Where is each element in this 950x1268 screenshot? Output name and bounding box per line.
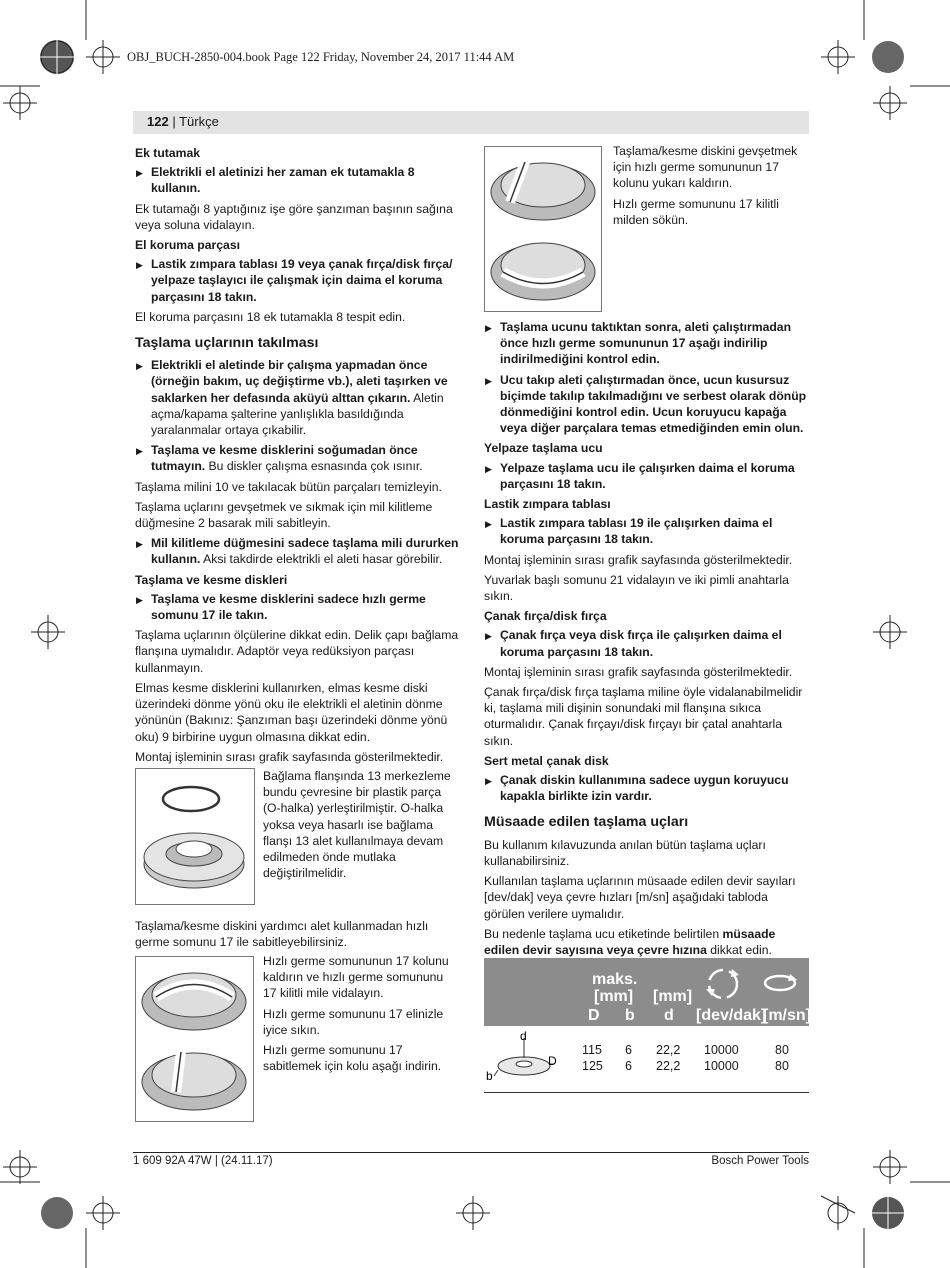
rotation-speed-icon [702, 963, 744, 1005]
label-D: D [548, 1054, 557, 1068]
spec-table-body [484, 1042, 809, 1074]
o-ring-note: Bağlama flanşında 13 merkezleme bundu çevresine bir plastik parça (O-halka) yerleştirilmiştir. O-halka yoksa veya hasarlı ise bağlama flanşı 13 alet kullanılmaya devam edilmeden önde mutlaka değiştirilmelidir. [263, 769, 451, 881]
bullet-item: ▶ Elektrikli el aletinizi her zaman ek tutamakla 8 kullanın. [135, 164, 459, 196]
cell: 22,2 [656, 1059, 681, 1073]
flange-o-ring-illustration [135, 768, 255, 905]
file-info-header: OBJ_BUCH-2850-004.book Page 122 Friday, November 24, 2017 11:44 AM [127, 50, 515, 64]
col-rpm: [dev/dak] [696, 1007, 767, 1024]
paragraph: Montaj işleminin sırası grafik sayfasında gösterilmektedir. [484, 664, 793, 679]
peripheral-speed-icon [762, 972, 798, 994]
paragraph: Ek tutamağı 8 yaptığınız işe göre şanzıman başının sağına veya soluna vidalayın. [135, 201, 453, 232]
paragraph: Çanak fırça/disk fırça taşlama miline öyle vidalanabilmelidir ki, taşlama mili dişinin sonundaki mil flanşına sıkıca oturmalıdır. Çanak fırçayı/disk fırçayı bir çatal anahtarla sıkın. [484, 685, 803, 748]
footer-brand: Bosch Power Tools [711, 1155, 809, 1167]
page-language: Türkçe [179, 114, 219, 129]
page-header-bar [133, 111, 809, 134]
paragraph: Taşlama uçlarının ölçülerine dikkat edin. Delik çapı bağlama flanşına uymalıdır. Adaptör veya redüksiyon parçası kullanmayın. [135, 628, 459, 675]
paragraph: Hızlı germe somununun 17 kolunu kaldırın ve hızlı germe somununu 17 kilitli mile vidalayın. [263, 954, 449, 1001]
col-D: D [588, 1007, 600, 1024]
quick-clamp-instructions [263, 953, 459, 1078]
table-row [484, 1058, 809, 1074]
quick-clamp-tighten-illustration [135, 956, 254, 1122]
paragraph: Taşlama uçlarını gevşetmek ve sıkmak için mil kilitleme düğmesine 2 basarak mili sabitleyin. [135, 499, 433, 531]
bullet-item: ▶ Taşlama ve kesme disklerini sadece hızlı germe somunu 17 ile takın. [135, 591, 459, 623]
paragraph: Hızlı germe somununu 17 sabitlemek için kolu aşağı indirin. [263, 1043, 442, 1074]
quick-clamp-nut-icon [136, 957, 253, 1121]
paragraph: Hızlı germe somununu 17 kilitli milden sökün. [613, 196, 779, 227]
col-b: b [625, 1007, 635, 1024]
paragraph: Yuvarlak başlı somunu 21 vidalayın ve iki pimli anahtarla sıkın. [484, 572, 789, 604]
paragraph: Taşlama milini 10 ve takılacak bütün parçaları temizleyin. [135, 479, 442, 494]
footer-doc-id: 1 609 92A 47W | (24.11.17) [133, 1155, 273, 1167]
bullet-item: ▶ Mil kilitleme düğmesini sadece taşlama mili dururken kullanın. Aksi takdirde elektrikli el aleti hasar görebilir. [135, 535, 459, 567]
cell: 115 [582, 1043, 602, 1057]
cell: 22,2 [656, 1043, 681, 1057]
col-d: d [664, 1007, 674, 1024]
page-number-value: 122 [147, 114, 169, 129]
section-title: Ek tutamak [135, 146, 201, 160]
left-column [135, 141, 459, 769]
section-title: Lastik zımpara tablası [484, 497, 611, 512]
paragraph: Bu nedenle taşlama ucu etiketinde belirtilen müsaade edilen devir sayısına veya çevre hızına dikkat edin. [484, 926, 776, 957]
col-ms: [m/sn] [763, 1007, 811, 1024]
flange-icon [136, 769, 254, 904]
cell: 10000 [704, 1059, 739, 1073]
section-title: Yelpaze taşlama ucu [484, 441, 603, 456]
cell: 80 [775, 1043, 789, 1057]
quick-clamp-loosen-illustration [484, 146, 602, 312]
label-d: d [520, 1029, 527, 1043]
bullet-item: ▶ Lastik zımpara tablası 19 veya çanak fırça/disk fırça/ yelpaze taşlayıcı ile çalışmak için daima el koruma parçasını 18 takın. [135, 256, 459, 305]
paragraph: Taşlama/kesme diskini gevşetmek için hızlı germe somununun 17 kolunu yukarı kaldırın. [613, 144, 798, 191]
paragraph: El koruma parçasını 18 ek tutamakla 8 tespit edin. [135, 309, 406, 324]
section-heading: Taşlama uçlarının takılması [135, 335, 319, 352]
table-row [484, 1042, 809, 1058]
paragraph: Kullanılan taşlama uçlarının müsaade edilen devir sayıları [dev/dak] veya çevre hızları [m/sn] aşağıdaki tabloda görülen verilere uymalıdır. [484, 874, 796, 921]
paragraph: Bu kullanım kılavuzunda anılan bütün taşlama uçları kullanabilirsiniz. [484, 837, 766, 868]
quick-clamp-nut-icon [485, 147, 601, 311]
header-mm: [mm] [653, 988, 693, 1005]
section-title: Çanak fırça/disk fırça [484, 609, 607, 624]
paragraph: Montaj işleminin sırası grafik sayfasında gösterilmektedir. [484, 552, 793, 567]
bullet-item: ▶ Çanak fırça veya disk fırça ile çalışırken daima el koruma parçasını 18 takın. [484, 627, 809, 659]
page-number: 122 | Türkçe [147, 114, 219, 129]
section-title: Taşlama ve kesme diskleri [135, 572, 288, 587]
header-mm: [mm] [594, 988, 634, 1005]
footer-rule [133, 1152, 809, 1153]
bullet-item: ▶ Çanak diskin kullanımına sadece uygun koruyucu kapakla birlikte izin vardır. [484, 772, 809, 804]
cell: 6 [625, 1059, 632, 1073]
section-title: El koruma parçası [135, 238, 240, 253]
section-title: Sert metal çanak disk [484, 753, 609, 768]
paragraph: Montaj işleminin sırası grafik sayfasında gösterilmektedir. [135, 749, 444, 764]
cell: 6 [625, 1043, 632, 1057]
bullet-item: ▶ Taşlama ve kesme disklerini soğumadan önce tutmayın. Bu diskler çalışma esnasında çok ısınır. [135, 442, 459, 474]
paragraph: Elmas kesme disklerini kullanırken, elmas kesme diski üzerindeki dönme yönü oku ile elektrikli el aletinin dönme yönünün (Bakınız: Şanzıman başı üzerindeki dönme yönü oku) 9 birbirine uygun olmasına dikkat edin. [135, 680, 448, 744]
header-maks: maks. [592, 971, 638, 988]
cell: 80 [775, 1059, 789, 1073]
paragraph: Taşlama/kesme diskini yardımcı alet kullanmadan hızlı germe somunu 17 ile sabitleyebilirsiniz. [135, 919, 429, 950]
bullet-item: ▶ Taşlama ucunu taktıktan sonra, aleti çalıştırmadan önce hızlı germe somununun 17 aşağı indirilip indirilmediğini kontrol edin. [484, 319, 809, 368]
paragraph: Hızlı germe somununu 17 elinizle iyice sıkın. [263, 1006, 444, 1037]
bullet-item: ▶ Lastik zımpara tablası 19 ile çalışırken daima el koruma parçasını 18 takın. [484, 515, 809, 547]
label-b: b [486, 1069, 493, 1083]
section-heading: Müsaade edilen taşlama uçları [484, 814, 689, 831]
right-column [484, 319, 809, 962]
quick-clamp-loosen-instructions [613, 143, 809, 232]
table-bottom-rule [484, 1092, 809, 1093]
spec-table-header [484, 958, 809, 1026]
cell: 10000 [704, 1043, 739, 1057]
bullet-item: ▶ Ucu takıp aleti çalıştırmadan önce, ucun kusursuz biçimde takılıp takılmadığını ve serbest olarak dönüp dönmediğini kontrol edin. Ucun koruyucu kapağa veya diğer parçalara temas etmediğinden emin olun. [484, 372, 809, 437]
bullet-item: ▶ Elektrikli el aletinde bir çalışma yapmadan önce (örneğin bakım, uç değiştirme vb.), aleti taşırken ve saklarken her defasında aküyü alttan çıkarın. Aletin açma/kapama şalterine yanlışlıkla basıldığında yaralanmalar ortaya çıkabilir. [135, 357, 459, 438]
bullet-item: ▶ Yelpaze taşlama ucu ile çalışırken daima el koruma parçasını 18 takın. [484, 460, 809, 492]
cell: 125 [582, 1059, 603, 1073]
